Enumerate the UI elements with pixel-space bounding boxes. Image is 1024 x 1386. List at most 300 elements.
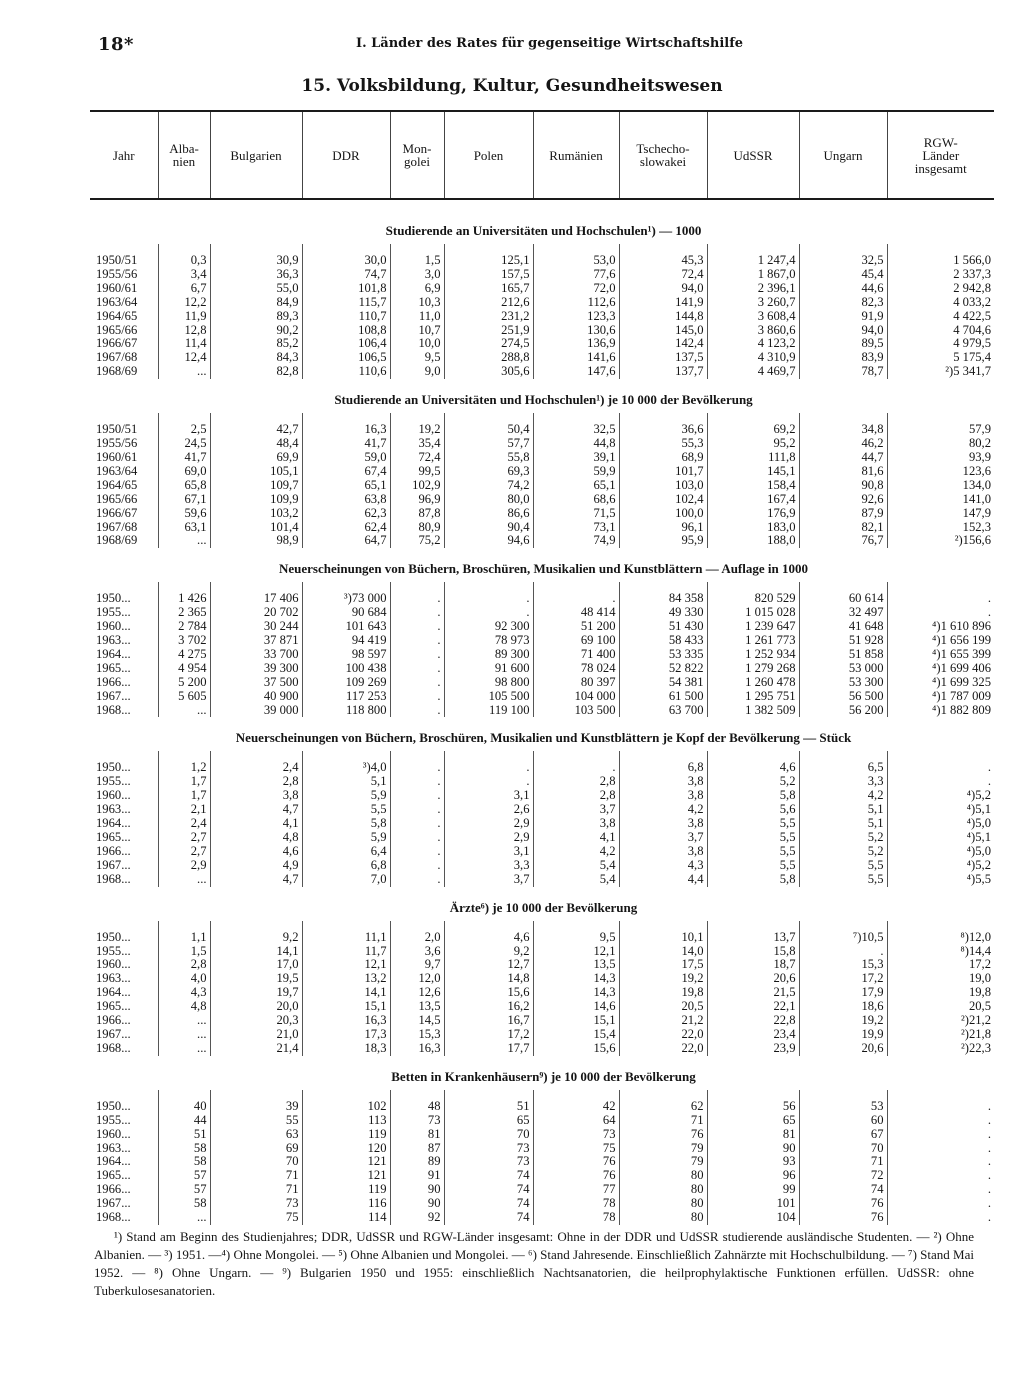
value-cell: 19,2 [619, 972, 707, 986]
value-cell: 17,0 [210, 958, 302, 972]
value-cell: 12,0 [390, 972, 444, 986]
section-title: Studierende an Universitäten und Hochschulen¹) — 1000 [385, 223, 702, 238]
value-cell: . [887, 1128, 994, 1142]
value-cell: 94 419 [302, 634, 390, 648]
spacer-cell [887, 1090, 994, 1100]
value-cell: 63,8 [302, 493, 390, 507]
value-cell: 76 [533, 1155, 619, 1169]
value-cell: 16,7 [444, 1014, 533, 1028]
year-cell: 1965... [96, 661, 131, 675]
value-cell: 5,4 [533, 873, 619, 887]
value-cell: 102,9 [390, 479, 444, 493]
value-cell: 39,1 [533, 451, 619, 465]
value-cell: 48 [390, 1100, 444, 1114]
section-title: Neuerscheinungen von Büchern, Broschüren, Musikalien und Kunstblättern — Auflage in 1000 [279, 561, 808, 577]
value-cell: 70 [210, 1155, 302, 1169]
value-cell: ... [158, 1014, 210, 1028]
value-cell: 80,9 [390, 521, 444, 535]
value-cell: 2,8 [533, 775, 619, 789]
table-row [90, 493, 994, 507]
value-cell: 30 244 [210, 620, 302, 634]
value-cell: 72,4 [619, 268, 707, 282]
value-cell: 60 [799, 1114, 887, 1128]
value-cell: 2,9 [158, 859, 210, 873]
value-cell: 5,2 [799, 845, 887, 859]
table-row [90, 324, 994, 338]
value-cell: 2,6 [444, 803, 533, 817]
value-cell: 22,0 [619, 1042, 707, 1056]
value-cell: 33 700 [210, 648, 302, 662]
value-cell: 18,6 [799, 1000, 887, 1014]
value-cell: . [390, 831, 444, 845]
value-cell: 37 871 [210, 634, 302, 648]
year-cell: 1966... [96, 844, 131, 858]
value-cell: 55 [210, 1114, 302, 1128]
value-cell: 4 275 [158, 648, 210, 662]
value-cell: 1 239 647 [707, 620, 799, 634]
value-cell: 65,1 [302, 479, 390, 493]
spacer-cell [887, 244, 994, 254]
value-cell: 12,2 [158, 296, 210, 310]
value-cell: 6,7 [158, 282, 210, 296]
spacer-cell [90, 921, 158, 931]
spacer-cell [707, 582, 799, 592]
value-cell: 17,3 [302, 1028, 390, 1042]
table-row [90, 268, 994, 282]
value-cell: 56 500 [799, 690, 887, 704]
value-cell: 145,1 [707, 465, 799, 479]
section-spacer [90, 582, 994, 592]
value-cell: 3,7 [619, 831, 707, 845]
value-cell: 74 [444, 1169, 533, 1183]
value-cell: 74 [444, 1197, 533, 1211]
value-cell: ²)156,6 [887, 534, 994, 548]
value-cell: . [887, 1211, 994, 1225]
value-cell: 78 [533, 1211, 619, 1225]
value-cell: 89,3 [210, 310, 302, 324]
year-cell: 1960... [96, 1127, 131, 1141]
value-cell: 79 [619, 1142, 707, 1156]
value-cell: 4,6 [210, 845, 302, 859]
table-row [90, 365, 994, 379]
value-cell: 19,8 [887, 986, 994, 1000]
value-cell: 104 [707, 1211, 799, 1225]
value-cell: 147,6 [533, 365, 619, 379]
year-cell: 1950... [96, 1099, 131, 1113]
value-cell: 67 [799, 1128, 887, 1142]
value-cell: 65 [707, 1114, 799, 1128]
spacer-cell [619, 582, 707, 592]
value-cell: 4 954 [158, 662, 210, 676]
table-row [90, 1014, 994, 1028]
value-cell: 1 295 751 [707, 690, 799, 704]
table-row [90, 662, 994, 676]
value-cell: 176,9 [707, 507, 799, 521]
value-cell: 137,5 [619, 351, 707, 365]
value-cell: 5,1 [302, 775, 390, 789]
table-title: 15. Volksbildung, Kultur, Gesundheitswesen [301, 76, 723, 96]
col-header-albanien: Alba- nien [158, 111, 210, 199]
value-cell: 68,6 [533, 493, 619, 507]
value-cell: 78 024 [533, 662, 619, 676]
section-title: Neuerscheinungen von Büchern, Broschüren, Musikalien und Kunstblättern je Kopf der Bevölkerung — Stück [235, 730, 852, 746]
value-cell: 71 400 [533, 648, 619, 662]
value-cell: . [887, 761, 994, 775]
value-cell: 51 430 [619, 620, 707, 634]
value-cell: 11,7 [302, 945, 390, 959]
value-cell: 98,9 [210, 534, 302, 548]
value-cell: ⁸)14,4 [887, 945, 994, 959]
value-cell: 113 [302, 1114, 390, 1128]
value-cell: 90 [390, 1183, 444, 1197]
value-cell: 4 469,7 [707, 365, 799, 379]
value-cell: 6,8 [619, 761, 707, 775]
value-cell: 11,9 [158, 310, 210, 324]
value-cell: 91,9 [799, 310, 887, 324]
col-header-mongolei: Mon- golei [390, 111, 444, 199]
value-cell: . [390, 845, 444, 859]
value-cell: 84 358 [619, 592, 707, 606]
value-cell: 188,0 [707, 534, 799, 548]
value-cell: 1 015 028 [707, 606, 799, 620]
table-row [90, 945, 994, 959]
value-cell: 17,2 [799, 972, 887, 986]
value-cell: 9,0 [390, 365, 444, 379]
value-cell: . [887, 606, 994, 620]
value-cell: 94,6 [444, 534, 533, 548]
year-cell: 1967/68 [96, 351, 138, 365]
value-cell: 16,3 [390, 1042, 444, 1056]
value-cell: 288,8 [444, 351, 533, 365]
year-cell: 1968... [96, 1211, 131, 1225]
value-cell: 3,8 [619, 775, 707, 789]
year-cell: 1960/61 [96, 281, 138, 295]
value-cell: 820 529 [707, 592, 799, 606]
value-cell: 1 260 478 [707, 676, 799, 690]
value-cell: 2,1 [158, 803, 210, 817]
value-cell: 130,6 [533, 324, 619, 338]
value-cell: . [799, 945, 887, 959]
value-cell: 99 [707, 1183, 799, 1197]
value-cell: . [390, 803, 444, 817]
value-cell: 24,5 [158, 437, 210, 451]
value-cell: 3,8 [619, 817, 707, 831]
value-cell: 2,7 [158, 831, 210, 845]
value-cell: 3,8 [619, 789, 707, 803]
spacer-cell [799, 1090, 887, 1100]
year-cell: 1955/56 [96, 437, 138, 451]
value-cell: 82,3 [799, 296, 887, 310]
value-cell: 115,7 [302, 296, 390, 310]
value-cell: . [390, 606, 444, 620]
value-cell: 13,7 [707, 931, 799, 945]
value-cell: 41,7 [158, 451, 210, 465]
value-cell: 51 200 [533, 620, 619, 634]
value-cell: 13,5 [533, 958, 619, 972]
value-cell: 19,7 [210, 986, 302, 1000]
value-cell: 3,3 [799, 775, 887, 789]
spacer-cell [390, 413, 444, 423]
year-cell: 1963... [96, 803, 131, 817]
spacer-cell [619, 1090, 707, 1100]
value-cell: 76,7 [799, 534, 887, 548]
year-cell: 1965... [96, 831, 131, 844]
value-cell: 92,6 [799, 493, 887, 507]
value-cell: 141,9 [619, 296, 707, 310]
value-cell: 98 800 [444, 676, 533, 690]
table-row [90, 465, 994, 479]
table-row [90, 620, 994, 634]
year-cell: 1964... [96, 1155, 131, 1169]
table-row [90, 634, 994, 648]
year-cell: 1965/66 [96, 323, 138, 337]
table-row [90, 859, 994, 873]
value-cell: 5,5 [707, 845, 799, 859]
value-cell: 1,2 [158, 761, 210, 775]
value-cell: 32,5 [533, 423, 619, 437]
year-cell: 1955... [96, 775, 131, 789]
value-cell: 80 [619, 1211, 707, 1225]
value-cell: 96,9 [390, 493, 444, 507]
value-cell: 55,3 [619, 437, 707, 451]
value-cell: ... [158, 873, 210, 887]
value-cell: 70 [444, 1128, 533, 1142]
value-cell: 79 [619, 1155, 707, 1169]
spacer-cell [210, 1090, 302, 1100]
value-cell: 4,8 [210, 831, 302, 845]
value-cell: 10,3 [390, 296, 444, 310]
year-cell: 1964/65 [96, 478, 138, 492]
year-cell: 1964... [96, 986, 131, 1000]
table-row [90, 972, 994, 986]
year-cell: 1960/61 [96, 450, 138, 464]
value-cell: 20,3 [210, 1014, 302, 1028]
year-cell: 1955... [96, 944, 131, 958]
value-cell: 53,0 [533, 254, 619, 268]
year-cell: 1955... [96, 606, 131, 620]
table-row [90, 845, 994, 859]
value-cell: . [887, 1142, 994, 1156]
value-cell: 5,5 [799, 873, 887, 887]
spacer-cell [210, 582, 302, 592]
value-cell: . [887, 775, 994, 789]
value-cell: 71 [619, 1114, 707, 1128]
value-cell: ³)4,0 [302, 761, 390, 775]
year-cell: 1950... [96, 930, 131, 944]
value-cell: 1,5 [390, 254, 444, 268]
year-cell: 1965/66 [96, 492, 138, 506]
value-cell: 17,5 [619, 958, 707, 972]
value-cell: 120 [302, 1142, 390, 1156]
value-cell: 96 [707, 1169, 799, 1183]
section-title-row [90, 887, 994, 921]
table-row [90, 704, 994, 718]
value-cell: ²)22,3 [887, 1042, 994, 1056]
value-cell: 17,2 [887, 958, 994, 972]
spacer-cell [619, 751, 707, 761]
table-row [90, 296, 994, 310]
table-header-row [90, 111, 994, 199]
value-cell: 3 260,7 [707, 296, 799, 310]
value-cell: 1 279 268 [707, 662, 799, 676]
value-cell: 121 [302, 1169, 390, 1183]
value-cell: 4,2 [533, 845, 619, 859]
spacer-cell [90, 751, 158, 761]
col-header-udssr: UdSSR [707, 111, 799, 199]
value-cell: 123,6 [887, 465, 994, 479]
value-cell: 52 822 [619, 662, 707, 676]
section-title: Betten in Krankenhäusern⁹) je 10 000 der Bevölkerung [391, 1068, 696, 1084]
value-cell: 92 300 [444, 620, 533, 634]
value-cell: 1,7 [158, 775, 210, 789]
spacer-cell [444, 413, 533, 423]
value-cell: 274,5 [444, 337, 533, 351]
value-cell: 5 175,4 [887, 351, 994, 365]
value-cell: 60 614 [799, 592, 887, 606]
value-cell: 73 [390, 1114, 444, 1128]
value-cell: 73 [210, 1197, 302, 1211]
year-cell: 1960... [96, 958, 131, 972]
value-cell: 71,5 [533, 507, 619, 521]
year-cell: 1968/69 [96, 534, 138, 548]
value-cell: 101,7 [619, 465, 707, 479]
value-cell: 2,9 [444, 831, 533, 845]
value-cell: 105 500 [444, 690, 533, 704]
value-cell: 49 330 [619, 606, 707, 620]
value-cell: 6,9 [390, 282, 444, 296]
value-cell: . [390, 676, 444, 690]
value-cell: 116 [302, 1197, 390, 1211]
section-title-row [90, 199, 994, 244]
value-cell: 41,7 [302, 437, 390, 451]
value-cell: 3 860,6 [707, 324, 799, 338]
spacer-cell [799, 413, 887, 423]
value-cell: 96,1 [619, 521, 707, 535]
value-cell: 70 [799, 1142, 887, 1156]
value-cell: 14,1 [210, 945, 302, 959]
value-cell: 2 396,1 [707, 282, 799, 296]
value-cell: 65 [444, 1114, 533, 1128]
value-cell: 152,3 [887, 521, 994, 535]
section-title-row [90, 1056, 994, 1090]
value-cell: 74 [444, 1211, 533, 1225]
value-cell: 45,3 [619, 254, 707, 268]
value-cell: 48,4 [210, 437, 302, 451]
value-cell: 71 [799, 1155, 887, 1169]
year-cell: 1964... [96, 817, 131, 831]
value-cell: 21,0 [210, 1028, 302, 1042]
value-cell: 44,8 [533, 437, 619, 451]
spacer-cell [799, 751, 887, 761]
value-cell: 76 [799, 1211, 887, 1225]
value-cell: 58 [158, 1142, 210, 1156]
value-cell: 40 900 [210, 690, 302, 704]
page-number: 18* [98, 34, 134, 55]
spacer-cell [90, 1090, 158, 1100]
value-cell: ⁴)5,2 [887, 859, 994, 873]
value-cell: 15,8 [707, 945, 799, 959]
year-cell: 1964/65 [96, 309, 138, 323]
value-cell: ²)21,8 [887, 1028, 994, 1042]
value-cell: 89 [390, 1155, 444, 1169]
value-cell: 3 608,4 [707, 310, 799, 324]
value-cell: 90,4 [444, 521, 533, 535]
value-cell: . [390, 662, 444, 676]
year-cell: 1963/64 [96, 295, 138, 309]
value-cell: 102 [302, 1100, 390, 1114]
value-cell: . [887, 1114, 994, 1128]
spacer-cell [887, 413, 994, 423]
value-cell: 119 100 [444, 704, 533, 718]
table-row [90, 1028, 994, 1042]
value-cell: 4,2 [799, 789, 887, 803]
value-cell: . [390, 775, 444, 789]
value-cell: 5,9 [302, 831, 390, 845]
value-cell: 4,1 [210, 817, 302, 831]
value-cell: 98 597 [302, 648, 390, 662]
value-cell: 9,7 [390, 958, 444, 972]
value-cell: 90 [707, 1142, 799, 1156]
value-cell: 51 [444, 1100, 533, 1114]
value-cell: 69,2 [707, 423, 799, 437]
spacer-cell [90, 582, 158, 592]
table-row [90, 479, 994, 493]
table-row [90, 521, 994, 535]
value-cell: 19,2 [799, 1014, 887, 1028]
value-cell: 4,6 [444, 931, 533, 945]
table-row [90, 351, 994, 365]
value-cell: 53 [799, 1100, 887, 1114]
value-cell: 145,0 [619, 324, 707, 338]
value-cell: 58 433 [619, 634, 707, 648]
year-cell: 1950/51 [96, 423, 138, 437]
spacer-cell [210, 413, 302, 423]
table-row [90, 1169, 994, 1183]
spacer-cell [533, 921, 619, 931]
value-cell: 46,2 [799, 437, 887, 451]
col-header-tschechoslowakei: Tschecho- slowakei [619, 111, 707, 199]
value-cell: . [887, 1155, 994, 1169]
value-cell: 35,4 [390, 437, 444, 451]
table-row [90, 1042, 994, 1056]
value-cell: 90 [390, 1197, 444, 1211]
value-cell: 2 784 [158, 620, 210, 634]
value-cell: 4 422,5 [887, 310, 994, 324]
spacer-cell [887, 582, 994, 592]
value-cell: 78,7 [799, 365, 887, 379]
table-row [90, 1183, 994, 1197]
value-cell: 15,6 [444, 986, 533, 1000]
value-cell: 3,8 [619, 845, 707, 859]
value-cell: 4,3 [619, 859, 707, 873]
value-cell: 94,0 [799, 324, 887, 338]
value-cell: 30,9 [210, 254, 302, 268]
table-row [90, 789, 994, 803]
year-cell: 1960... [96, 789, 131, 803]
value-cell: 58 [158, 1197, 210, 1211]
value-cell: 20,5 [619, 1000, 707, 1014]
table-row [90, 817, 994, 831]
value-cell: . [887, 1183, 994, 1197]
value-cell: 67,1 [158, 493, 210, 507]
value-cell: . [390, 789, 444, 803]
value-cell: 2 365 [158, 606, 210, 620]
value-cell: 12,8 [158, 324, 210, 338]
spacer-cell [90, 413, 158, 423]
value-cell: 3,4 [158, 268, 210, 282]
value-cell: 6,4 [302, 845, 390, 859]
value-cell: 5 605 [158, 690, 210, 704]
